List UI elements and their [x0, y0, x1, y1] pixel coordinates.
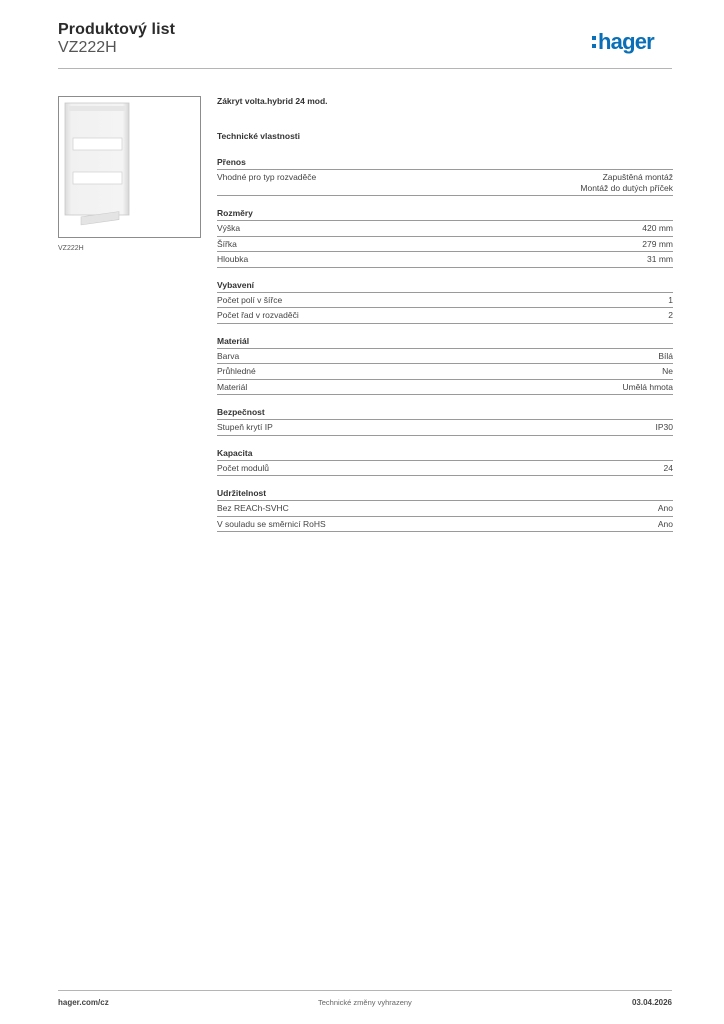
- spec-value-line: 279 mm: [642, 238, 673, 249]
- spec-label: Průhledné: [217, 366, 256, 376]
- spec-value: [656, 422, 674, 433]
- spec-row: [217, 221, 673, 237]
- spec-row: [217, 364, 673, 380]
- spec-value: [664, 463, 673, 474]
- spec-value-line: Montáž do dutých příček: [580, 182, 673, 193]
- spec-value-line: 2: [668, 310, 673, 320]
- spec-label: Vhodné pro typ rozvaděče: [217, 172, 317, 182]
- spec-value: [668, 310, 673, 321]
- spec-row: [217, 308, 673, 324]
- section-title: Udržitelnost: [217, 488, 673, 501]
- spec-row: [217, 252, 673, 268]
- section-title: Rozměry: [217, 208, 673, 221]
- product-code: VZ222H: [58, 39, 117, 56]
- spec-value: [662, 366, 673, 377]
- spec-value-line: IP30: [655, 422, 673, 432]
- spec-label: Hloubka: [217, 254, 249, 264]
- spec-label: Barva: [217, 350, 240, 361]
- spec-value: [668, 295, 673, 306]
- spec-label: Šířka: [217, 238, 237, 249]
- product-illustration: [59, 97, 200, 237]
- spec-label: Počet modulů: [217, 462, 269, 473]
- spec-section: [217, 208, 673, 268]
- footer-date: 03.04.2026: [631, 998, 672, 1007]
- spec-section: [217, 280, 673, 324]
- spec-value-line: Bílá: [658, 350, 673, 361]
- footer-divider: [58, 990, 672, 991]
- spec-value: [658, 503, 673, 514]
- spec-section: [217, 157, 673, 196]
- spec-value-line: 31 mm: [647, 254, 673, 264]
- spec-value-line: 420 mm: [642, 223, 673, 233]
- spec-label: Bez REACh-SVHC: [217, 503, 289, 513]
- spec-row: [217, 380, 673, 396]
- spec-value: [658, 351, 673, 362]
- spec-value-line: Umělá hmota: [622, 381, 673, 392]
- spec-section: [217, 488, 673, 532]
- technical-properties-heading: Technické vlastnosti: [217, 131, 300, 141]
- product-name: Zákryt volta.hybrid 24 mod.: [217, 96, 328, 106]
- section-title: Kapacita: [217, 448, 673, 461]
- section-title: Materiál: [217, 336, 673, 349]
- header-divider: [58, 68, 672, 69]
- section-title: Bezpečnost: [217, 407, 673, 420]
- spec-section: [217, 336, 673, 396]
- spec-row: [217, 293, 673, 309]
- page-title: Produktový list: [58, 21, 176, 38]
- spec-row: [217, 349, 673, 365]
- spec-value: [580, 172, 673, 193]
- spec-section: [217, 448, 673, 477]
- image-caption: VZ222H: [58, 245, 84, 252]
- footer-website: hager.com/cz: [58, 998, 109, 1007]
- spec-row: [217, 461, 673, 477]
- spec-label: Počet řad v rozvaděči: [217, 310, 299, 320]
- spec-label: Výška: [217, 223, 241, 233]
- hager-logo: [592, 27, 674, 57]
- spec-value: [642, 223, 673, 234]
- spec-row: [217, 517, 673, 533]
- spec-section: [217, 407, 673, 436]
- footer-notice: Technické změny vyhrazeny: [318, 998, 412, 1007]
- spec-row: [217, 501, 673, 517]
- spec-value-line: Ne: [662, 366, 673, 376]
- section-title: Přenos: [217, 157, 673, 170]
- spec-label: Počet polí v šířce: [217, 294, 283, 305]
- spec-content: [217, 96, 673, 532]
- spec-sections: [217, 157, 673, 532]
- logo-text: hager: [598, 29, 654, 54]
- spec-value-line: Ano: [657, 503, 673, 513]
- spec-label: V souladu se směrnicí RoHS: [217, 518, 326, 529]
- spec-value: [622, 382, 673, 393]
- spec-value-line: Ano: [657, 518, 673, 529]
- product-image: [58, 96, 201, 238]
- spec-label: Materiál: [217, 381, 248, 392]
- spec-value: [642, 239, 673, 250]
- spec-value-line: Zapuštěná montáž: [602, 172, 673, 182]
- spec-row: [217, 420, 673, 436]
- section-title: Vybavení: [217, 280, 673, 293]
- spec-value: [658, 519, 673, 530]
- spec-value-line: 24: [663, 462, 673, 473]
- spec-label: Stupeň krytí IP: [217, 422, 273, 432]
- spec-value: [647, 254, 673, 265]
- spec-row: [217, 170, 673, 196]
- spec-row: [217, 237, 673, 253]
- spec-value-line: 1: [668, 294, 673, 305]
